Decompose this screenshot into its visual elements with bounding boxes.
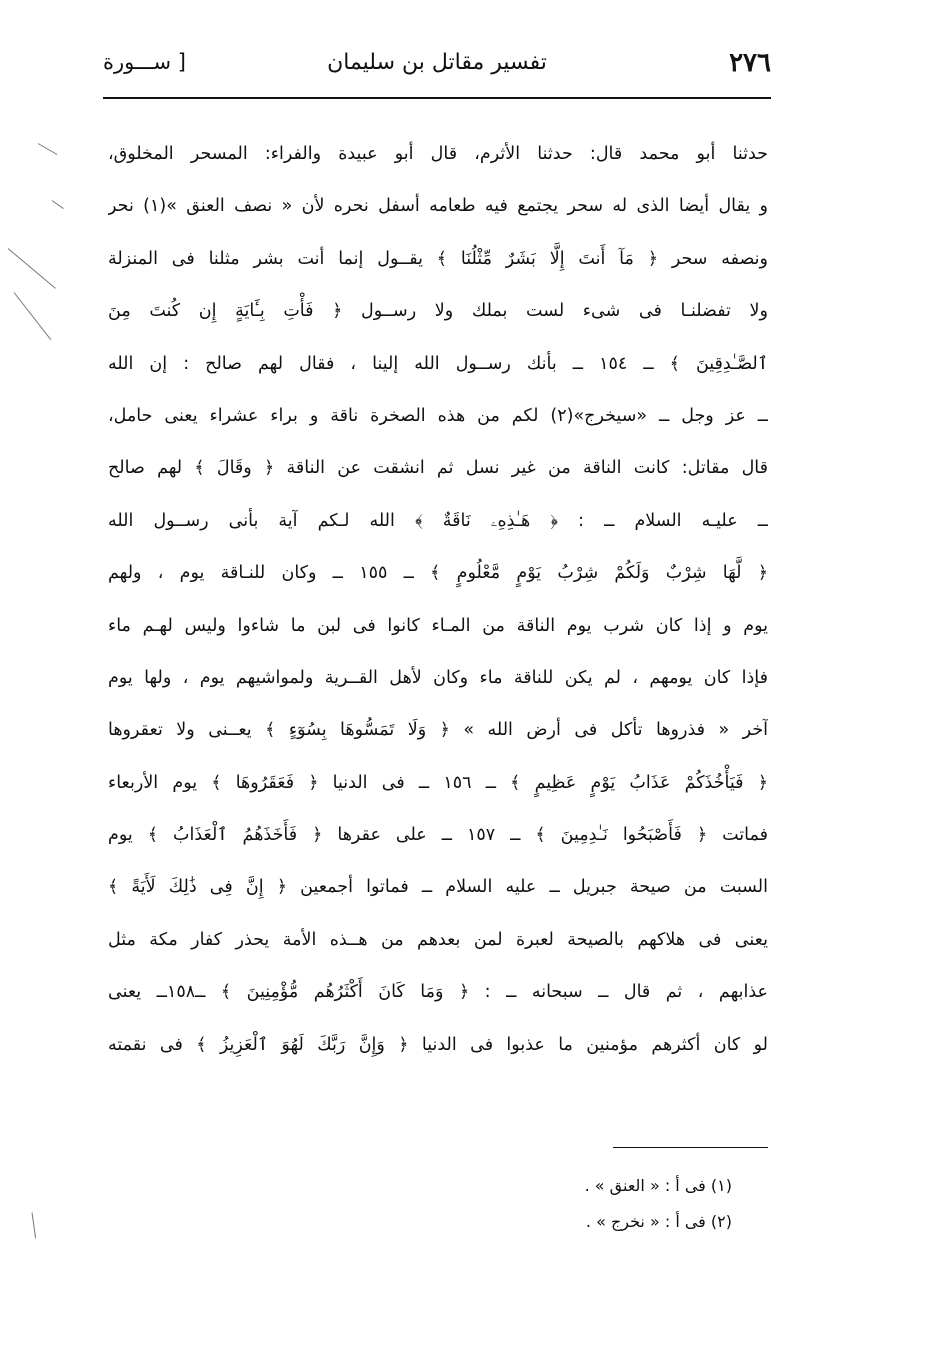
text-line: عذابهم ، ثم قال ــ سبحانه ــ : ﴿ وَمَا كَانَ أَكْثَرُهُم مُّؤْمِنِينَ ﴾ ــ١٥٨ــ يعنى — [108, 982, 768, 1003]
scan-mark — [14, 292, 52, 340]
body-text — [108, 128, 768, 1071]
text-line: ــ عز وجل ــ «سيخرج»(٢) لكم من هذه الصخرة ناقة و براء عشراء يعنى حامل، — [108, 405, 768, 426]
text-line: و يقال أيضا الذى له سحر يجتمع فيه طعامه أسفل نحره لأن « نصف العنق »(١) نحر — [108, 196, 768, 217]
text-line: يعنى فى هلاكهم بالصيحة لعبرة لمن بعدهم من هــذه الأمة يحذر كفار مكة مثل — [108, 929, 768, 950]
text-line: ونصفه سحر ﴿ مَآ أَنتَ إِلَّا بَشَرٌ مِّثْلُنَا ﴾ يقــول إنما أنت بشر مثلنا فى المنزلة — [108, 248, 768, 269]
header-rule — [103, 97, 771, 99]
text-line: فماتت ﴿ فَأَصْبَحُوا نَـٰدِمِينَ ﴾ ــ ١٥٧ ــ على عقرها ﴿ فَأَخَذَهُمُ ٱلْعَذَابُ ﴾ يوم — [108, 825, 768, 846]
scan-mark — [8, 248, 56, 289]
text-line: قال مقاتل: كانت الناقة من غير نسل ثم انشقت عن الناقة ﴿ وقَالَ ﴾ لهم صالح — [108, 458, 768, 479]
footnote-rule — [613, 1147, 768, 1148]
running-title: تفسير مقاتل بن سليمان — [327, 50, 547, 75]
scan-mark — [32, 1212, 37, 1238]
scan-mark — [52, 200, 64, 209]
text-line: يوم و إذا كان شرب يوم الناقة من المـاء كانوا فى لبن ما شاءوا وليس لهـم ماء — [108, 615, 768, 636]
text-line: حدثنا أبو محمد قال: حدثنا الأثرم، قال أبو عبيدة والفراء: المسحر المخلوق، — [108, 144, 768, 164]
text-line: ﴿ فَيَأْخُذَكُمْ عَذَابُ يَوْمٍ عَظِيمٍ ﴾ ــ ١٥٦ ــ فى الدنيا ﴿ فَعَقَرُوهَا ﴾ يوم الأربعاء — [108, 772, 768, 793]
text-line: لو كان أكثرهم مؤمنين ما عذبوا فى الدنيا ﴿ وَإِنَّ رَبَّكَ لَهُوَ ٱلْعَزِيزُ ﴾ فى نقمته — [108, 1034, 768, 1055]
text-line: آخر « فذروها تأكل فى أرض الله » ﴿ وَلَا تَمَسُّوهَا بِسُوٓءٍ ﴾ يعــنى ولا تعقروها — [108, 720, 768, 741]
text-line: فإذا كان يومهم ، لم يكن للناقة ماء وكان لأهل القــرية ولمواشيهم يوم ، ولها يوم — [108, 667, 768, 688]
text-line: ــ عليـه السلام ــ : ﴿ هَـٰذِهِۦ نَاقَةٌ ﴾ الله لـكم آية بأنى رســول الله — [108, 510, 768, 531]
footnote: (٢) فى أ : « نخرج » . — [585, 1212, 732, 1231]
footnotes — [432, 1168, 732, 1240]
section-label: [ ســـورة — [103, 50, 186, 74]
page-number: ٢٧٦ — [729, 48, 771, 78]
text-line: ولا تفضلنـا فى شىء لست بملك ولا رســول ﴿ فَأْتِ بِـَٔايَةٍ إِن كُنتَ مِنَ — [108, 301, 768, 322]
text-line: ﴿ لَّهَا شِرْبٌ وَلَكُمْ شِرْبُ يَوْمٍ مَّعْلُومٍ ﴾ ــ ١٥٥ ــ وكان للنـاقة يوم ، ولهم — [108, 563, 768, 584]
scan-mark — [38, 143, 58, 155]
text-line: السبت من صيحة جبريل ــ عليه السلام ــ فماتوا أجمعين ﴿ إِنَّ فِى ذَٰلِكَ لَأَيَةً ﴾ — [108, 877, 768, 898]
page-header — [103, 40, 771, 98]
footnote: (١) فى أ : « العنق » . — [584, 1176, 732, 1195]
text-line: ٱلصَّـٰدِقِينَ ﴾ ــ ١٥٤ ــ بأنك رســول الله إلينا ، فقال لهم صالح : إن الله — [108, 353, 768, 374]
